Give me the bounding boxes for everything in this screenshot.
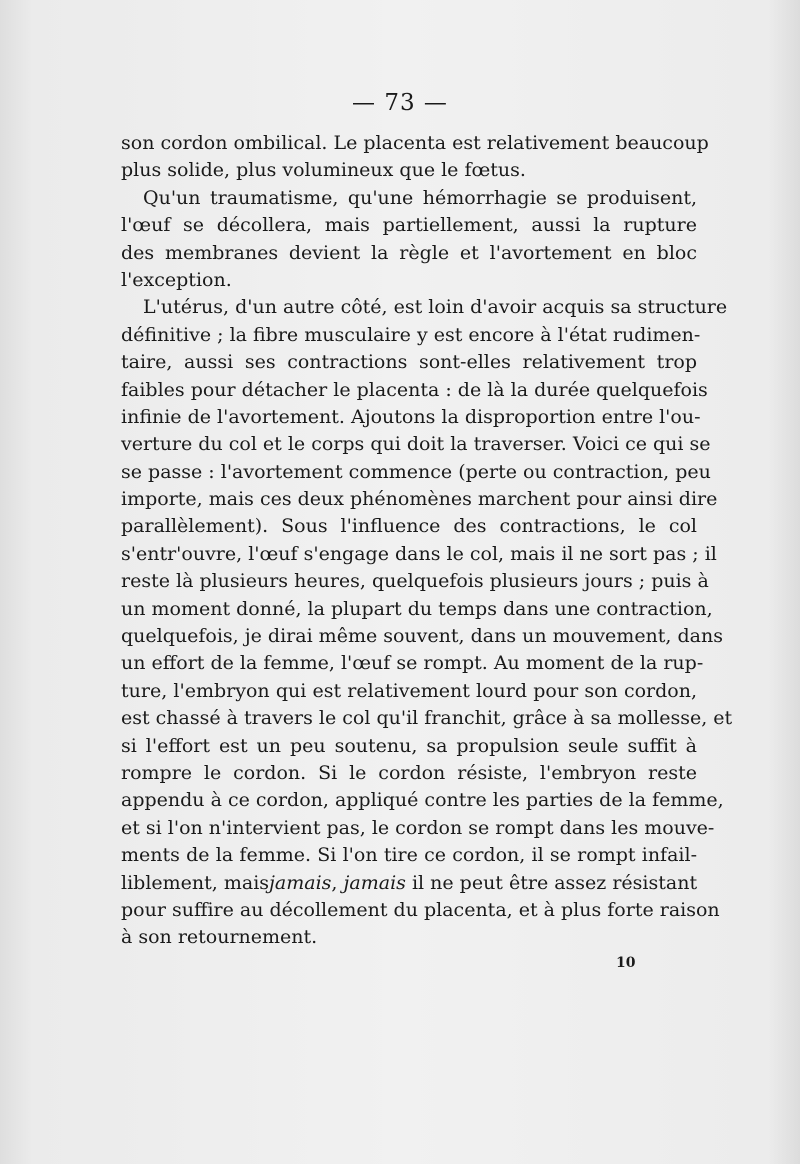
text-line: appendu à ce cordon, appliqué contre les parties de la femme, <box>121 789 724 812</box>
text-line: L'utérus, d'un autre côté, est loin d'avoir acquis sa structure <box>143 296 728 319</box>
text-line: parallèlement). Sous l'influence des contractions, le col <box>121 515 697 538</box>
text-line: faibles pour détacher le placenta : de là la durée quelquefois <box>121 378 708 401</box>
text-line-mixed <box>121 870 697 897</box>
text-line: infinie de l'avortement. Ajoutons la disproportion entre l'ou- <box>121 405 701 428</box>
text-line: et si l'on n'intervient pas, le cordon se rompt dans les mouve- <box>121 816 715 839</box>
text-line: taire, aussi ses contractions sont-elles relativement trop <box>121 351 697 374</box>
text-line: des membranes devient la règle et l'avortement en bloc <box>121 241 697 264</box>
signature-mark: 10 <box>616 955 636 971</box>
text-line: reste là plusieurs heures, quelquefois plusieurs jours ; puis à <box>121 570 709 593</box>
text-line: rompre le cordon. Si le cordon résiste, l'embryon reste <box>121 761 697 784</box>
text-line: Qu'un traumatisme, qu'une hémorrhagie se produisent, <box>143 186 697 209</box>
text-line: se passe : l'avortement commence (perte ou contraction, peu <box>121 460 711 483</box>
text-line: l'exception. <box>121 268 232 291</box>
text-line: quelquefois, je dirai même souvent, dans un mouvement, dans <box>121 625 723 648</box>
text-segment: il ne peut être assez résistant <box>405 871 698 894</box>
text-line: s'entr'ouvre, l'œuf s'engage dans le col, mais il ne sort pas ; il <box>121 542 717 565</box>
text-line: ture, l'embryon qui est relativement lourd pour son cordon, <box>121 679 697 702</box>
text-segment: , <box>331 871 344 894</box>
text-line: l'œuf se décollera, mais partiellement, aussi la rupture <box>121 214 697 237</box>
text-line: est chassé à travers le col qu'il franchit, grâce à sa mollesse, et <box>121 707 733 730</box>
text-line: verture du col et le corps qui doit la traverser. Voici ce qui se <box>121 433 711 456</box>
text-line: si l'effort est un peu soutenu, sa propulsion seule suffit à <box>121 734 697 757</box>
italic-word: jamais <box>343 871 406 894</box>
text-line: son cordon ombilical. Le placenta est relativement beaucoup <box>121 132 709 154</box>
text-line: ments de la femme. Si l'on tire ce cordon, il se rompt infail- <box>121 844 697 867</box>
text-line: pour suffire au décollement du placenta, et à plus forte raison <box>121 898 720 921</box>
text-line: importe, mais ces deux phénomènes marchent pour ainsi dire <box>121 488 718 511</box>
page-number: — 73 — <box>352 90 448 116</box>
body-text <box>121 130 733 952</box>
text-line: un effort de la femme, l'œuf se rompt. Au moment de la rup- <box>121 652 704 675</box>
text-line: un moment donné, la plupart du temps dans une contraction, <box>121 597 713 620</box>
text-line: à son retournement. <box>121 926 318 949</box>
text-segment: liblement, mais <box>121 871 270 894</box>
italic-word: jamais <box>269 871 332 894</box>
text-line: plus solide, plus volumineux que le fœtus. <box>121 159 526 182</box>
text-line: définitive ; la fibre musculaire y est encore à l'état rudimen- <box>121 323 701 346</box>
